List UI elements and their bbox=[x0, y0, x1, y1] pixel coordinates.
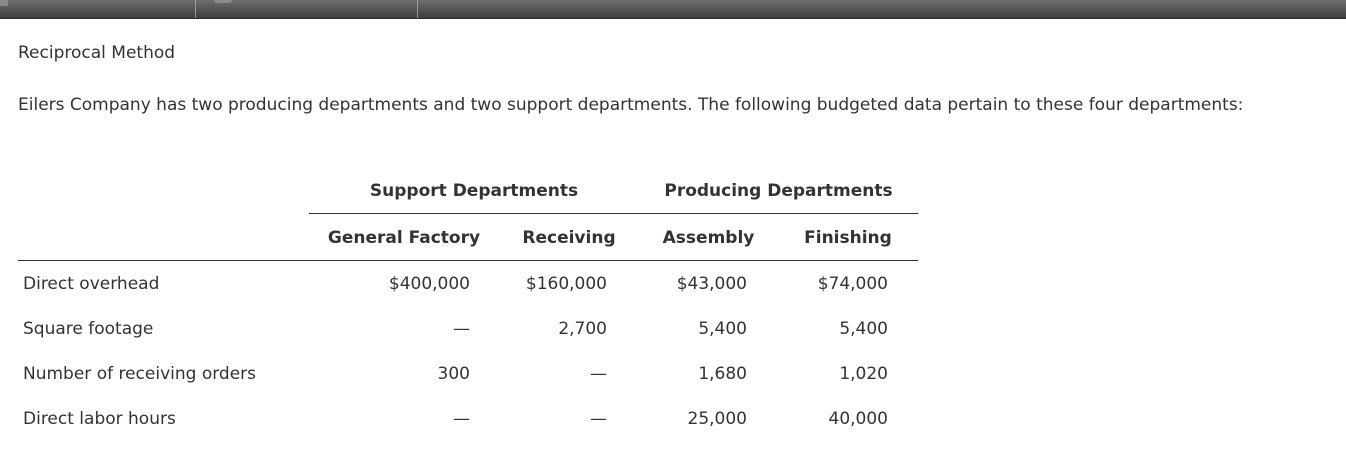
page-title: Reciprocal Method bbox=[18, 43, 176, 63]
top-toolbar bbox=[0, 0, 1346, 19]
column-header-receiving: Receiving bbox=[522, 228, 616, 248]
table-cell: $160,000 bbox=[525, 274, 607, 294]
row-label: Direct labor hours bbox=[23, 409, 176, 429]
table-cell: 1,020 bbox=[839, 364, 888, 384]
table-cell: $400,000 bbox=[388, 274, 470, 294]
group-header-support: Support Departments bbox=[369, 181, 579, 201]
toolbar-fragment bbox=[0, 0, 8, 6]
table-cell: 1,680 bbox=[698, 364, 747, 384]
table-cell: — bbox=[590, 364, 607, 384]
column-header-finishing: Finishing bbox=[804, 228, 892, 248]
toolbar-fragment bbox=[214, 0, 232, 3]
table-cell: 5,400 bbox=[698, 319, 747, 339]
table-cell: — bbox=[453, 409, 470, 429]
row-label: Direct overhead bbox=[23, 274, 160, 294]
table-cell: 5,400 bbox=[839, 319, 888, 339]
table-cell: 2,700 bbox=[558, 319, 607, 339]
intro-text: Eilers Company has two producing departments and two support departments. The following budgeted data pertain to these four departments: bbox=[18, 95, 1244, 115]
toolbar-divider bbox=[417, 0, 418, 18]
toolbar-divider bbox=[195, 0, 196, 18]
table-cell: $43,000 bbox=[676, 274, 747, 294]
row-label: Square footage bbox=[23, 319, 154, 339]
table-cell: 25,000 bbox=[687, 409, 747, 429]
table-row bbox=[0, 409, 930, 433]
table-divider bbox=[18, 260, 918, 261]
table-cell: — bbox=[590, 409, 607, 429]
row-label: Number of receiving orders bbox=[23, 364, 257, 384]
table-cell: — bbox=[453, 319, 470, 339]
table-cell: 300 bbox=[437, 364, 470, 384]
table-row bbox=[0, 274, 930, 298]
table-cell: $74,000 bbox=[817, 274, 888, 294]
group-header-producing: Producing Departments bbox=[664, 181, 893, 201]
table-cell: 40,000 bbox=[828, 409, 888, 429]
table-row bbox=[0, 319, 930, 343]
column-header-assembly: Assembly bbox=[662, 228, 755, 248]
header-divider bbox=[309, 213, 918, 214]
table-row bbox=[0, 364, 930, 388]
column-header-general-factory: General Factory bbox=[327, 228, 481, 248]
